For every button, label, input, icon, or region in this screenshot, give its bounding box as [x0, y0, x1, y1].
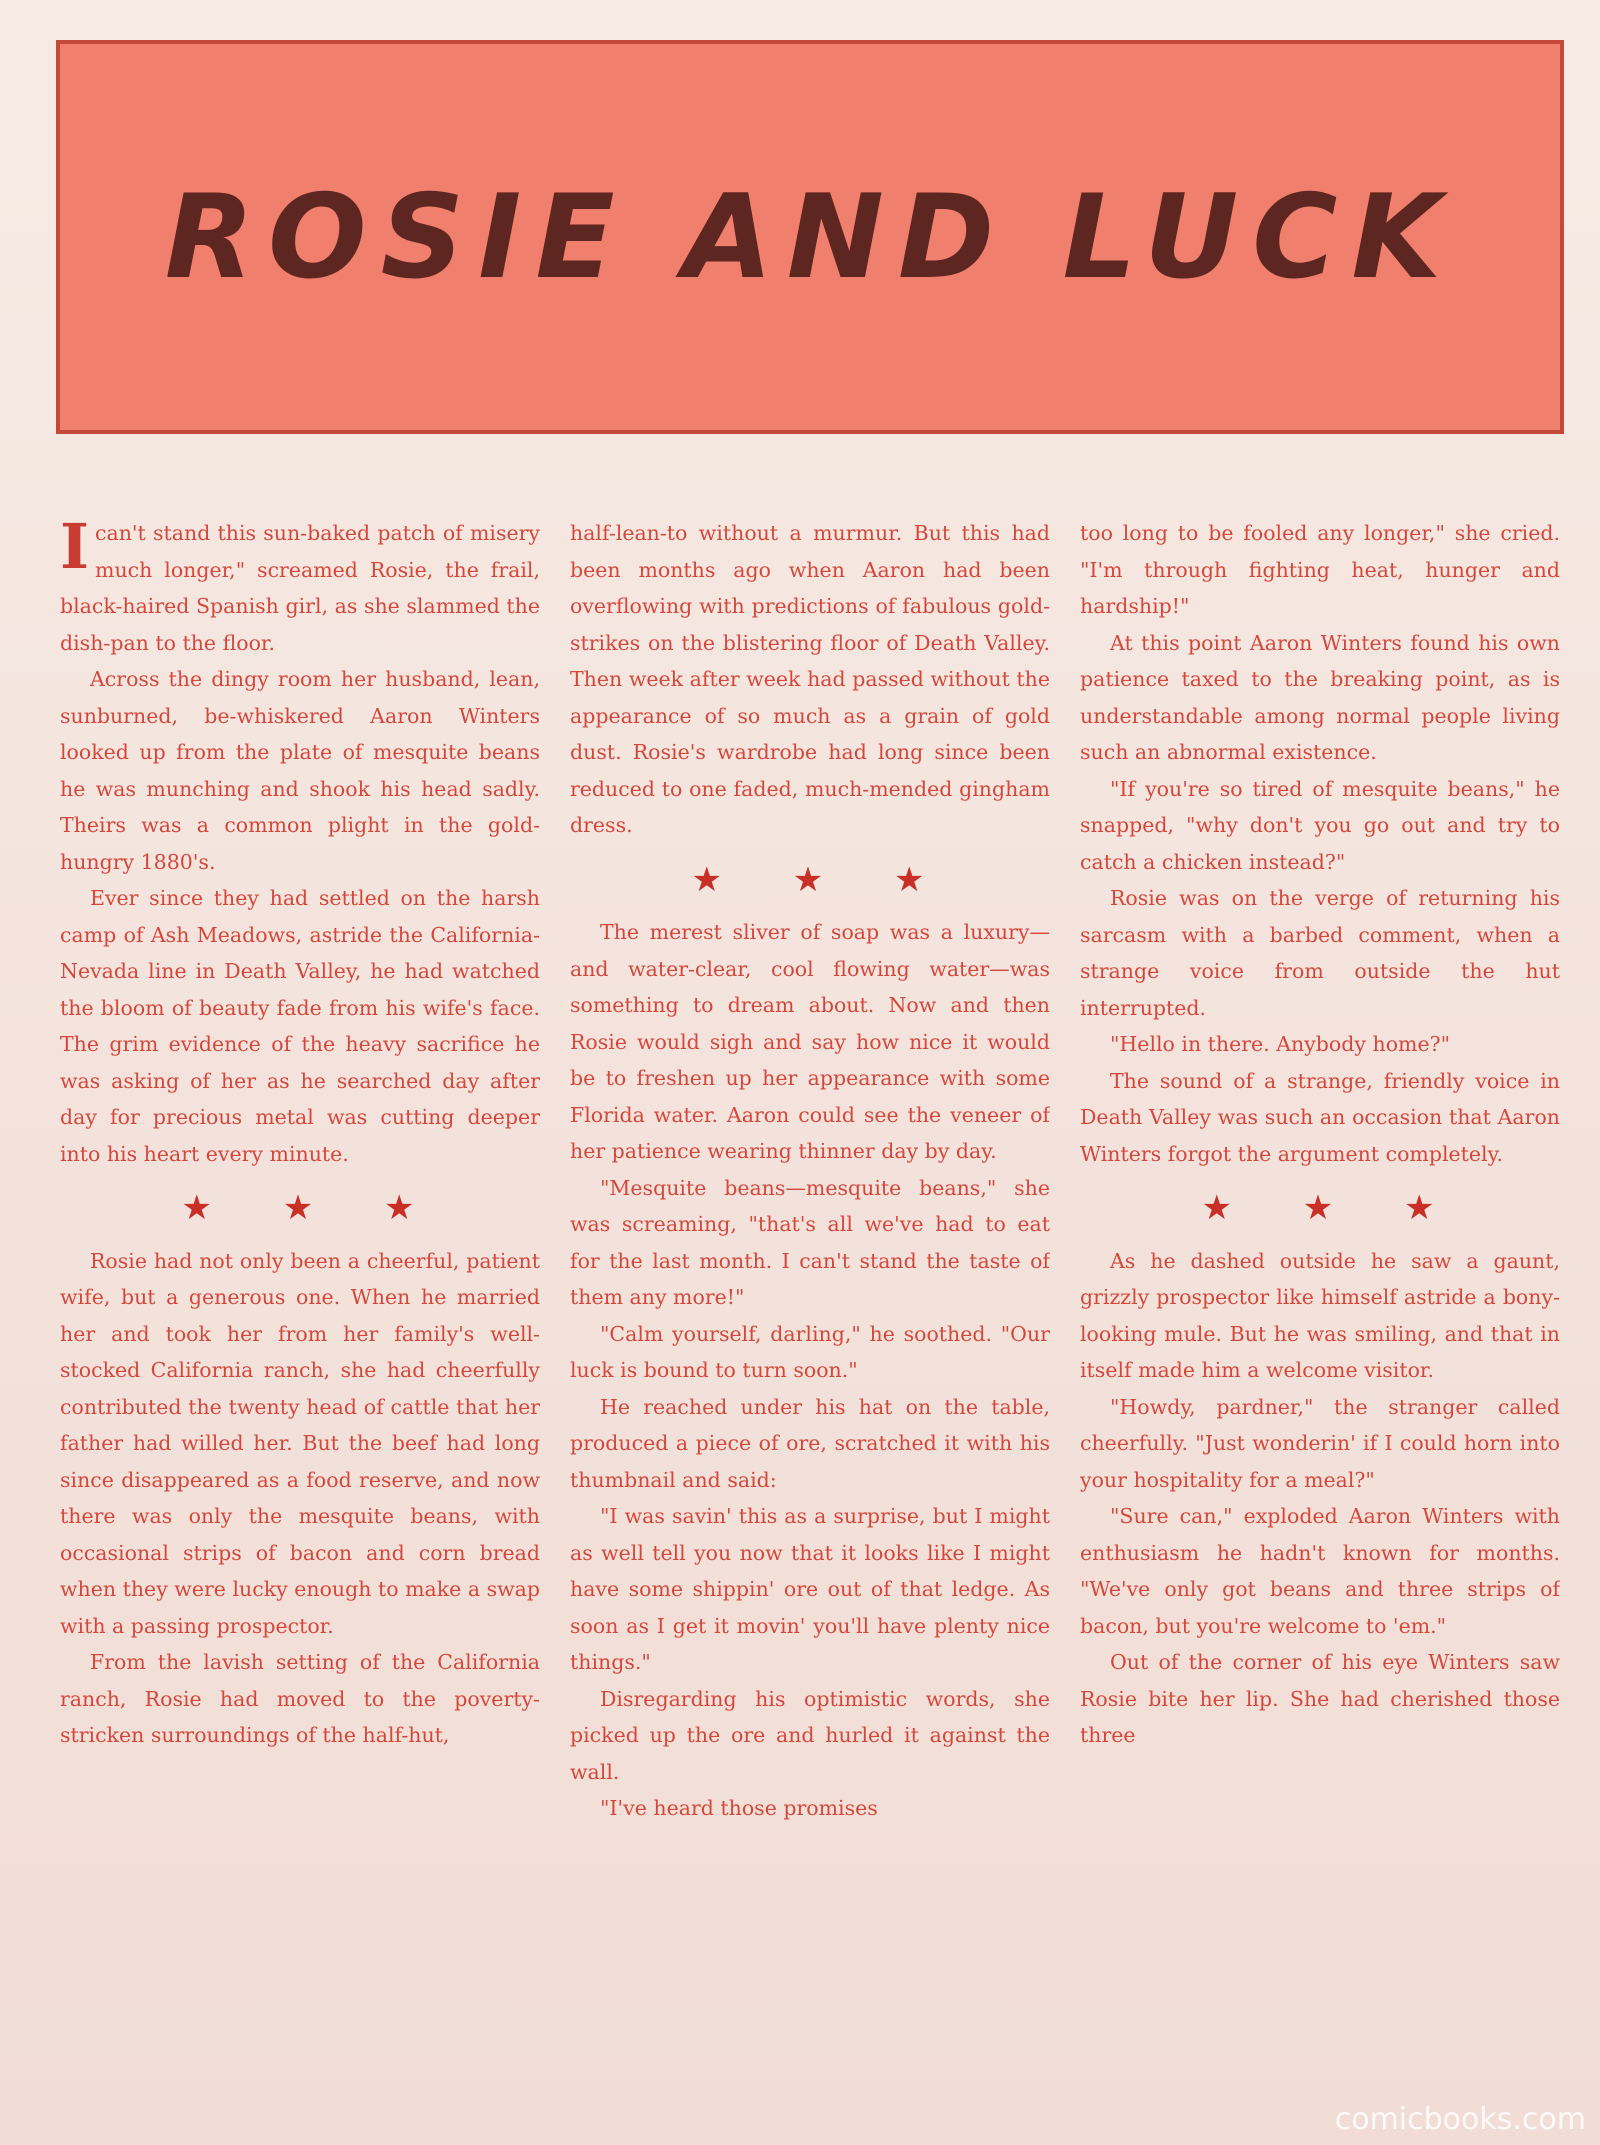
paragraph: "Mesquite beans—mesquite beans," she was screaming, "that's all we've had to eat for the last month. I can't stand the taste of them any more!": [570, 1175, 1050, 1309]
site-watermark: comicbooks.com: [1334, 2102, 1586, 2137]
paragraph: "I've heard those promises: [600, 1796, 878, 1820]
paragraph: "Howdy, pardner," the stranger called cheerfully. "Just wonderin' if I could horn into your hospitality for a meal?": [1080, 1394, 1560, 1492]
column-2: [570, 515, 1050, 2115]
section-break-stars: ★ ★ ★: [691, 859, 955, 900]
paragraph: "Sure can," exploded Aaron Winters with enthusiasm he hadn't known for months. "We've only got beans and three strips of bacon, but you're welcome to 'em.": [1080, 1504, 1560, 1638]
paragraph: "If you're so tired of mesquite beans," he snapped, "why don't you go out and try to catch a chicken instead?": [1080, 776, 1560, 874]
paragraph: At this point Aaron Winters found his own patience taxed to the breaking point, as is understandable among normal people living such an abnormal existence.: [1080, 630, 1560, 764]
paragraph: Rosie had not only been a cheerful, patient wife, but a generous one. When he married her and took her from her family's well-stocked California ranch, she had cheerfully contributed the twenty head of cattle that her father had willed her. But the beef had long since disappeared as a food reserve, and now there was only the mesquite beans, with occasional strips of bacon and corn bread when they were lucky enough to make a swap with a passing prospector.: [60, 1248, 540, 1638]
title-banner: [56, 40, 1564, 434]
paragraph: too long to be fooled any longer," she cried. "I'm through fighting heat, hunger and hardship!": [1080, 521, 1560, 618]
paragraph: The sound of a strange, friendly voice in Death Valley was such an occasion that Aaron Winters forgot the argument completely.: [1080, 1068, 1560, 1166]
story-title: ROSIE AND LUCK: [164, 169, 1456, 305]
paragraph: Ever since they had settled on the harsh camp of Ash Meadows, astride the California-Nevada line in Death Valley, he had watched the bloom of beauty fade from his wife's face. The grim evidence of the heavy sacrifice he was asking of her as he searched day after day for precious metal was cutting deeper into his heart every minute.: [60, 886, 540, 1166]
drop-cap: I: [60, 515, 90, 583]
column-1: [60, 515, 540, 2115]
paragraph: The merest sliver of soap was a luxury—and water-clear, cool flowing water—was something to dream about. Now and then Rosie would sigh and say how nice it would be to freshen up her appearance with some Florida water. Aaron could see the veneer of her patience wearing thinner day by day.: [570, 920, 1050, 1163]
paragraph: As he dashed outside he saw a gaunt, grizzly prospector like himself astride a bony-looking mule. But he was smiling, and that in itself made him a welcome visitor.: [1080, 1248, 1560, 1382]
paragraph: "I was savin' this as a surprise, but I might as well tell you now that it looks like I might have some shippin' ore out of that ledge. As soon as I get it movin' you'll have plenty nice things.": [570, 1504, 1050, 1674]
paragraph: "Hello in there. Anybody home?": [1110, 1032, 1451, 1056]
paragraph: Disregarding his optimistic words, she picked up the ore and hurled it against the wall.: [570, 1686, 1050, 1784]
paragraph: [60, 515, 540, 661]
paragraph: Rosie was on the verge of returning his sarcasm with a barbed comment, when a strange voice from outside the hut interrupted.: [1080, 886, 1560, 1020]
paragraph: half-lean-to without a murmur. But this had been months ago when Aaron had been overflowing with predictions of fabulous gold-strikes on the blistering floor of Death Valley. Then week after week had passed without the appearance of so much as a grain of gold dust. Rosie's wardrobe had long since been reduced to one faded, much-mended gingham dress.: [570, 521, 1050, 837]
paragraph: "Calm yourself, darling," he soothed. "Our luck is bound to turn soon.": [570, 1321, 1050, 1382]
section-break-stars: ★ ★ ★: [1201, 1188, 1465, 1228]
paragraph: He reached under his hat on the table, produced a piece of ore, scratched it with his thumbnail and said:: [570, 1394, 1050, 1492]
article-columns: [60, 515, 1560, 2115]
column-3: [1080, 515, 1560, 2115]
paragraph: Across the dingy room her husband, lean, sunburned, be-whiskered Aaron Winters looked up from the plate of mesquite beans he was munching and shook his head sadly. Theirs was a common plight in the gold-hungry 1880's.: [60, 667, 540, 874]
section-break-stars: ★ ★ ★: [181, 1188, 445, 1228]
paragraph-text: can't stand this sun-baked patch of misery much longer," screamed Rosie, the frail, black-haired Spanish girl, as she slammed the dish-pan to the floor.: [60, 521, 540, 655]
paragraph: From the lavish setting of the California ranch, Rosie had moved to the poverty-stricken surroundings of the half-hut,: [60, 1650, 540, 1747]
paragraph: Out of the corner of his eye Winters saw Rosie bite her lip. She had cherished those three: [1080, 1650, 1560, 1747]
